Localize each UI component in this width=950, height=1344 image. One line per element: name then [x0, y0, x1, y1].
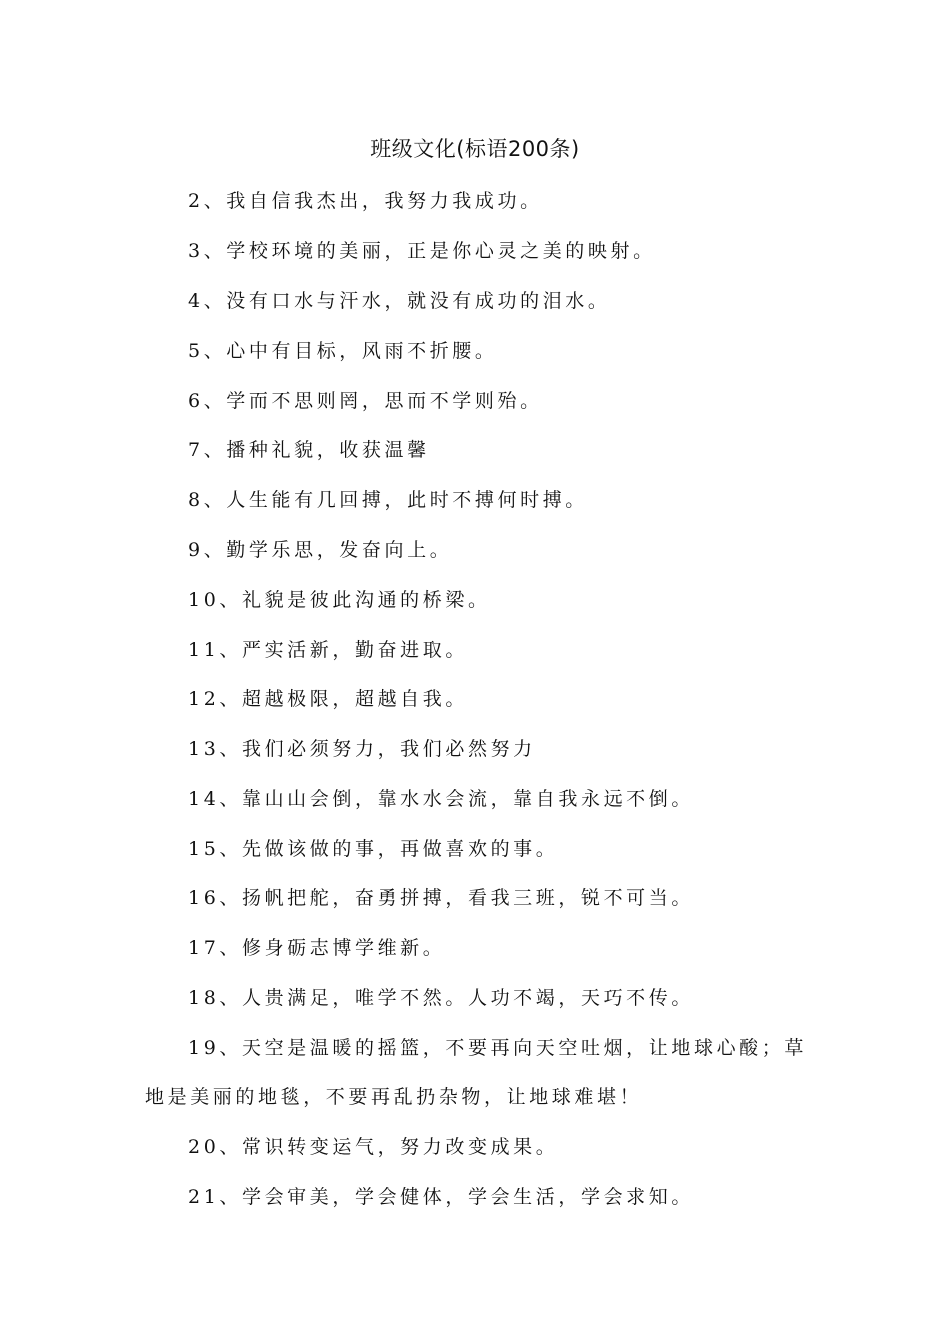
slogan-line: 18、人贵满足，唯学不然。人功不竭，天巧不传。: [188, 987, 694, 1009]
slogan-line: 9、勤学乐思，发奋向上。: [188, 539, 453, 561]
slogan-line-continuation: 地是美丽的地毯，不要再乱扔杂物，让地球难堪！: [145, 1086, 643, 1108]
slogan-line: 11、严实活新，勤奋进取。: [188, 639, 468, 661]
slogan-line: 20、常识转变运气，努力改变成果。: [188, 1136, 559, 1158]
slogan-line: 13、我们必须努力，我们必然努力: [188, 738, 536, 760]
slogan-line: 15、先做该做的事，再做喜欢的事。: [188, 838, 559, 860]
slogan-line: 16、扬帆把舵，奋勇拼搏，看我三班，锐不可当。: [188, 887, 694, 909]
slogan-line: 12、超越极限，超越自我。: [188, 688, 468, 710]
slogan-line: 21、学会审美，学会健体，学会生活，学会求知。: [188, 1186, 694, 1208]
slogan-line: 8、人生能有几回搏，此时不搏何时搏。: [188, 489, 588, 511]
slogan-line: 6、学而不思则罔，思而不学则殆。: [188, 390, 543, 412]
slogan-line: 19、天空是温暖的摇篮，不要再向天空吐烟，让地球心酸；草: [188, 1037, 807, 1059]
slogan-line: 5、心中有目标，风雨不折腰。: [188, 340, 498, 362]
slogan-line: 17、修身砺志博学维新。: [188, 937, 446, 959]
slogan-line: 7、播种礼貌，收获温馨: [188, 439, 430, 461]
slogan-line: 2、我自信我杰出，我努力我成功。: [188, 190, 543, 212]
page-title: 班级文化(标语200条): [370, 137, 580, 161]
slogan-line: 10、礼貌是彼此沟通的桥梁。: [188, 589, 491, 611]
slogan-line: 4、没有口水与汗水，就没有成功的泪水。: [188, 290, 611, 312]
slogan-line: 14、靠山山会倒，靠水水会流，靠自我永远不倒。: [188, 788, 694, 810]
slogan-line: 3、学校环境的美丽，正是你心灵之美的映射。: [188, 240, 656, 262]
